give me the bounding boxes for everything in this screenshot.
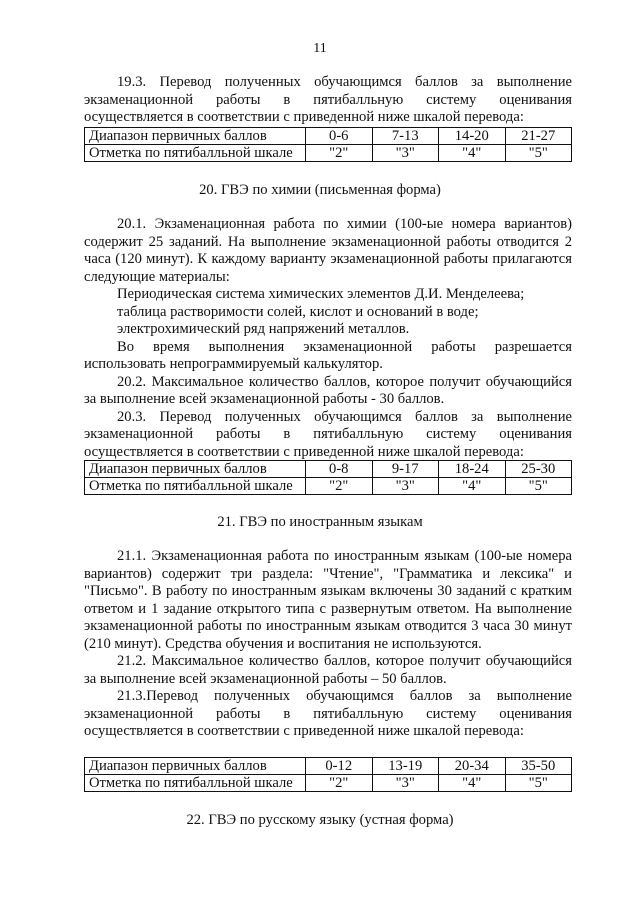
range-cell: 21-27 [505,128,572,145]
paragraph-20-2: 20.2. Максимальное количество баллов, которое получит обучающийся за выполнение всей экзаменационной работы - 30 баллов. [84,373,572,407]
range-cell: 9-17 [372,461,439,478]
table-row-marks [85,775,572,792]
row-label-ranges: Диапазон первичных баллов [85,758,306,775]
mark-cell: "2" [306,145,373,162]
mark-cell: "3" [372,775,439,792]
paragraph-calculator: Во время выполнения экзаменационной работы разрешается использовать непрограммируемый калькулятор. [84,338,572,372]
range-cell: 20-34 [439,758,506,775]
section-heading-21: 21. ГВЭ по иностранным языкам [217,514,423,530]
grading-table-19 [84,127,572,162]
mark-cell: "4" [439,478,506,495]
table-row-ranges [85,461,572,478]
page-number: 11 [313,41,327,56]
mark-cell: "2" [306,478,373,495]
range-cell: 13-19 [372,758,439,775]
material-item: таблица растворимости солей, кислот и оснований в воде; [117,303,479,320]
section-heading-22: 22. ГВЭ по русскому языку (устная форма) [186,812,454,828]
mark-cell: "3" [372,478,439,495]
mark-cell: "5" [505,145,572,162]
mark-cell: "3" [372,145,439,162]
range-cell: 0-8 [306,461,373,478]
paragraph-19-3: 19.3. Перевод полученных обучающимся баллов за выполнение экзаменационной работы в пятибалльную систему оценивания осуществляется в соответствии с приведенной ниже шкалой перевода: [84,74,572,125]
range-cell: 25-30 [505,461,572,478]
section-heading-20: 20. ГВЭ по химии (письменная форма) [199,182,441,198]
mark-cell: "5" [505,775,572,792]
paragraph-21-3: 21.3.Перевод полученных обучающимся баллов за выполнение экзаменационной работы в пятибалльную систему оценивания осуществляется в соответствии с приведенной ниже шкалой перевода: [84,688,572,739]
range-cell: 0-12 [306,758,373,775]
mark-cell: "5" [505,478,572,495]
range-cell: 14-20 [439,128,506,145]
grading-table-20 [84,460,572,495]
grading-table-21 [84,757,572,792]
mark-cell: "2" [306,775,373,792]
table-row-ranges [85,758,572,775]
row-label-marks: Отметка по пятибалльной шкале [85,145,306,162]
table-row-marks [85,145,572,162]
row-label-marks: Отметка по пятибалльной шкале [85,775,306,792]
section-20-body [84,216,572,461]
mark-cell: "4" [439,145,506,162]
table-row-ranges [85,128,572,145]
material-item: Периодическая система химических элементов Д.И. Менделеева; [117,286,525,302]
row-label-ranges: Диапазон первичных баллов [85,461,306,478]
range-cell: 0-6 [306,128,373,145]
range-cell: 35-50 [505,758,572,775]
section-21-body [84,548,572,741]
range-cell: 7-13 [372,128,439,145]
paragraph-21-1: 21.1. Экзаменационная работа по иностранным языкам (100-ые номера вариантов) содержит три раздела: "Чтение", "Грамматика и лексика" и "Письмо". В работу по иностранным языкам включены 30 заданий с кратким ответом и 1 задание открытого типа с развернутым ответом. На выполнение экзаменационной работы по иностранным языкам отводится 3 часа 30 минут (210 минут). Средства обучения и воспитания не используются. [84,548,572,652]
paragraph-20-3: 20.3. Перевод полученных обучающимся баллов за выполнение экзаменационной работы в пятибалльную систему оценивания осуществляется в соответствии с приведенной ниже шкалой перевода: [84,408,572,460]
paragraph-21-2: 21.2. Максимальное количество баллов, которое получит обучающийся за выполнение всей экзаменационной работы – 50 баллов. [84,653,572,687]
table-row-marks [85,478,572,495]
row-label-ranges: Диапазон первичных баллов [85,128,306,145]
row-label-marks: Отметка по пятибалльной шкале [85,478,306,495]
range-cell: 18-24 [439,461,506,478]
mark-cell: "4" [439,775,506,792]
paragraph-20-1: 20.1. Экзаменационная работа по химии (100-ые номера вариантов) содержит 25 заданий. На выполнение экзаменационной работы отводится 2 часа (120 минут). К каждому варианту экзаменационной работы прилагаются следующие материалы: [84,216,572,285]
material-item: электрохимический ряд напряжений металлов. [117,321,410,337]
section-19-3 [84,74,572,127]
